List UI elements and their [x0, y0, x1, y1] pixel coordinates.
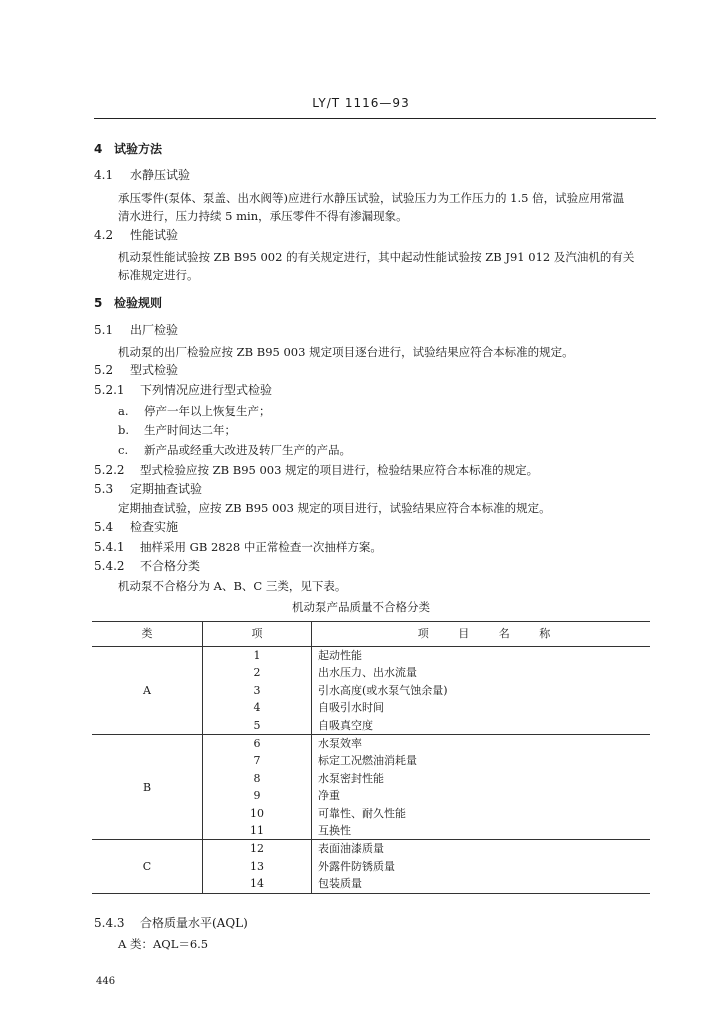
- section-5-4-3-heading: [94, 915, 248, 931]
- section-number: 4.1: [94, 168, 114, 182]
- paragraph-line: 标准规定进行。: [118, 268, 199, 282]
- item-no: 8: [203, 770, 312, 787]
- list-item-text: 新产品或经重大改进及转厂生产的产品。: [144, 443, 351, 457]
- item-name: 互换性: [312, 822, 651, 840]
- list-item-label: b.: [118, 423, 130, 437]
- item-name: 净重: [318, 789, 340, 803]
- section-number: 5.2.1: [94, 383, 125, 397]
- section-title: 型式检验: [130, 363, 179, 377]
- section-title: 定期抽查试验: [130, 482, 203, 496]
- list-item-label: a.: [118, 404, 129, 418]
- section-4-2-heading: [94, 227, 178, 243]
- list-item-text: 停产一年以上恢复生产；: [144, 404, 271, 418]
- section-number: 5.4: [94, 520, 114, 534]
- item-name: 包装质量: [312, 875, 651, 893]
- section-5-4-2-heading: [94, 558, 200, 574]
- section-5-4-1: [94, 539, 382, 555]
- section-number: 5.4.2: [94, 559, 125, 573]
- item-no: 9: [203, 787, 312, 804]
- item-no: 13: [203, 858, 312, 875]
- section-number: 4: [94, 142, 103, 156]
- item-name: 水泵效率: [318, 737, 362, 751]
- item-no: 2: [203, 664, 312, 681]
- table-row: [92, 647, 650, 665]
- section-5-1-heading: [94, 322, 178, 338]
- section-title: 性能试验: [130, 228, 179, 242]
- header-class: 类: [92, 622, 203, 647]
- section-number: 5: [94, 296, 103, 310]
- item-no: 14: [203, 875, 312, 893]
- item-name: 水泵密封性能: [318, 771, 384, 785]
- section-title: 检验规则: [114, 296, 163, 310]
- class-cell: A: [92, 647, 203, 735]
- item-name: 引水高度(或水泵气蚀余量): [318, 683, 448, 697]
- paragraph-line: 机动泵的出厂检验应按 ZB B95 003 规定项目逐台进行，试验结果应符合本标准的规定。: [118, 345, 574, 359]
- section-text: 型式检验应按 ZB B95 003 规定的项目进行，检验结果应符合本标准的规定。: [140, 463, 539, 477]
- section-5-3-heading: [94, 481, 202, 497]
- section-number: 5.4.3: [94, 916, 125, 930]
- section-number: 5.4.1: [94, 540, 125, 554]
- header-name: 项 目 名 称: [312, 622, 651, 647]
- section-4-1-heading: [94, 167, 190, 183]
- table-row: [92, 840, 650, 858]
- item-name: 自吸真空度: [312, 717, 651, 735]
- item-no: 10: [203, 805, 312, 822]
- item-name: 可靠性、耐久性能: [318, 806, 406, 820]
- section-title: 下列情况应进行型式检验: [140, 383, 273, 397]
- class-cell: B: [92, 735, 203, 840]
- item-no: 6: [203, 735, 312, 753]
- section-title: 不合格分类: [140, 559, 201, 573]
- list-item: [118, 403, 271, 419]
- section-text: 抽样采用 GB 2828 中正常检查一次抽样方案。: [140, 540, 382, 554]
- item-name: 出水压力、出水流量: [318, 666, 417, 680]
- page-number: 446: [96, 976, 116, 987]
- section-title: 水静压试验: [130, 168, 191, 182]
- standard-code-header: LY/T 1116—93: [312, 96, 410, 110]
- paragraph-line: A 类：AQL＝6.5: [118, 937, 209, 951]
- section-5-2-heading: [94, 362, 178, 378]
- section-number: 4.2: [94, 228, 114, 242]
- section-number: 5.3: [94, 482, 114, 496]
- table-caption: 机动泵产品质量不合格分类: [292, 600, 430, 614]
- section-number: 5.2.2: [94, 463, 125, 477]
- item-no: 3: [203, 682, 312, 699]
- table-header-row: [92, 622, 650, 647]
- paragraph-line: 承压零件(泵体、泵盖、出水阀等)应进行水静压试验，试验压力为工作压力的 1.5 倍，试验应用常温: [118, 191, 625, 205]
- section-5-4-heading: [94, 519, 178, 535]
- section-5-2-2: [94, 462, 538, 478]
- section-5-2-1-heading: [94, 382, 272, 398]
- section-number: 5.2: [94, 363, 114, 377]
- paragraph-line: 清水进行，压力持续 5 min，承压零件不得有渗漏现象。: [118, 209, 408, 223]
- table-row: [92, 735, 650, 753]
- paragraph-line: 机动泵性能试验按 ZB B95 002 的有关规定进行，其中起动性能试验按 ZB J91 012 及汽油机的有关: [118, 250, 635, 264]
- header-rule: [94, 118, 656, 119]
- section-title: 试验方法: [114, 142, 163, 156]
- item-name: 表面油漆质量: [318, 842, 384, 856]
- list-item: [118, 422, 236, 438]
- paragraph-line: 机动泵不合格分为 A、B、C 三类，见下表。: [118, 579, 347, 593]
- section-5-heading: [94, 295, 162, 311]
- section-4-heading: [94, 141, 162, 157]
- item-name: 起动性能: [318, 649, 362, 662]
- list-item-text: 生产时间达二年；: [144, 423, 236, 437]
- item-no: 5: [203, 717, 312, 735]
- item-no: 7: [203, 752, 312, 769]
- item-name: 外露件防锈质量: [318, 859, 395, 873]
- item-name: 自吸引水时间: [318, 701, 384, 715]
- list-item: [118, 442, 351, 458]
- section-title: 合格质量水平(AQL): [140, 916, 248, 930]
- class-cell: C: [92, 840, 203, 893]
- list-item-label: c.: [118, 443, 129, 457]
- item-no: 1: [203, 647, 312, 665]
- section-title: 检查实施: [130, 520, 179, 534]
- nonconformity-table: [92, 621, 650, 894]
- section-title: 出厂检验: [130, 323, 179, 337]
- item-no: 12: [203, 840, 312, 858]
- item-no: 4: [203, 699, 312, 716]
- header-no: 项: [203, 622, 312, 647]
- item-no: 11: [203, 822, 312, 840]
- item-name: 标定工况燃油消耗量: [318, 754, 417, 768]
- paragraph-line: 定期抽查试验，应按 ZB B95 003 规定的项目进行，试验结果应符合本标准的规定。: [118, 501, 551, 515]
- section-number: 5.1: [94, 323, 114, 337]
